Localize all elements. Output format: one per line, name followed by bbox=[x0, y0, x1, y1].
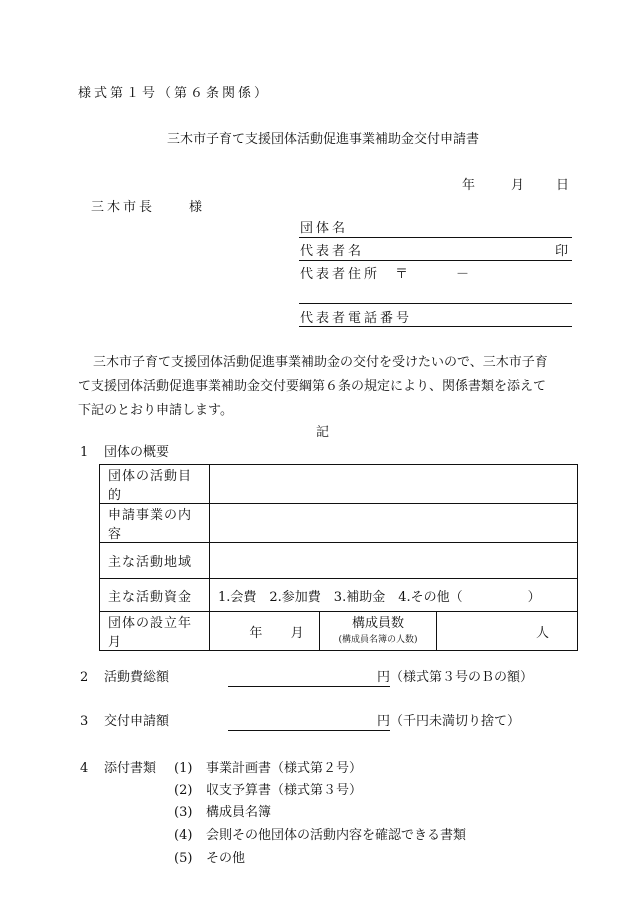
section4-number: 4 bbox=[80, 761, 89, 776]
date-year: 年 bbox=[462, 178, 476, 193]
group-name-label: 団体名 bbox=[300, 221, 349, 236]
section2-number: 2 bbox=[80, 670, 89, 685]
body-line-2: て支援団体活動促進事業補助金交付要綱第６条の規定により、関係書類を添えて bbox=[78, 379, 547, 394]
table-row bbox=[100, 504, 578, 543]
section3-label: 交付申請額 bbox=[104, 714, 170, 729]
phone-label: 代表者電話番号 bbox=[300, 311, 413, 326]
area-field[interactable] bbox=[210, 543, 578, 579]
representative-line bbox=[299, 260, 572, 261]
body-line-1: 三木市子育て支援団体活動促進事業補助金の交付を受けたいので、三木市子育 bbox=[93, 355, 548, 370]
section2-amount-line bbox=[228, 686, 390, 687]
addressee-honorific: 様 bbox=[189, 200, 203, 215]
attachment-num: (5) bbox=[174, 851, 193, 866]
members-field[interactable] bbox=[437, 612, 578, 651]
section1-heading: 団体の概要 bbox=[104, 445, 170, 460]
founded-month: 月 bbox=[290, 625, 304, 641]
attachment-text: 会則その他団体の活動内容を確認できる書類 bbox=[206, 828, 467, 843]
phone-line bbox=[299, 326, 572, 327]
date-month: 月 bbox=[511, 178, 525, 193]
document-title: 三木市子育て支援団体活動促進事業補助金交付申請書 bbox=[167, 132, 480, 147]
area-label: 主な活動地域 bbox=[100, 543, 210, 579]
body-line-3: 下記のとおり申請します。 bbox=[78, 403, 233, 418]
project-field[interactable] bbox=[210, 504, 578, 543]
attachment-num: (1) bbox=[174, 761, 193, 776]
attachment-text: 収支予算書（様式第３号） bbox=[206, 783, 363, 798]
attachment-num: (4) bbox=[174, 828, 193, 843]
founded-label: 団体の設立年月 bbox=[100, 612, 210, 651]
members-label-cell bbox=[320, 612, 437, 651]
section1-number: 1 bbox=[80, 445, 89, 460]
members-note: (構成員名簿の人数) bbox=[338, 634, 418, 645]
table-row bbox=[100, 465, 578, 504]
attachment-text: 事業計画書（様式第２号） bbox=[206, 761, 363, 776]
table-row bbox=[100, 612, 578, 651]
members-label: 構成員数 bbox=[351, 616, 404, 632]
section4-label: 添付書類 bbox=[104, 761, 157, 776]
purpose-field[interactable] bbox=[210, 465, 578, 504]
seal-mark: 印 bbox=[555, 244, 569, 259]
funds-options[interactable]: 1.会費 2.参加費 3.補助金 4.その他（ ） bbox=[210, 579, 578, 612]
group-name-line bbox=[299, 237, 572, 238]
section3-unit: 円 bbox=[377, 714, 391, 729]
founded-field[interactable] bbox=[210, 612, 320, 651]
section2-unit: 円 bbox=[377, 670, 391, 685]
date-day: 日 bbox=[556, 178, 570, 193]
funds-label: 主な活動資金 bbox=[100, 579, 210, 612]
attachment-text: 構成員名簿 bbox=[206, 805, 272, 820]
section3-amount-line bbox=[228, 730, 390, 731]
address-line bbox=[299, 303, 572, 304]
founded-year: 年 bbox=[249, 625, 263, 641]
purpose-label: 団体の活動目的 bbox=[100, 465, 210, 504]
postal-mark: 〒 bbox=[395, 267, 409, 282]
attachment-num: (3) bbox=[174, 805, 193, 820]
representative-label: 代表者名 bbox=[300, 244, 365, 259]
group-overview-table bbox=[99, 464, 578, 651]
table-row bbox=[100, 579, 578, 612]
postal-dash: － bbox=[456, 267, 470, 282]
project-label: 申請事業の内容 bbox=[100, 504, 210, 543]
attachment-num: (2) bbox=[174, 783, 193, 798]
form-number: 様式第１号（第６条関係） bbox=[78, 86, 271, 101]
members-unit: 人 bbox=[535, 625, 549, 641]
attachment-text: その他 bbox=[206, 851, 246, 866]
table-row bbox=[100, 543, 578, 579]
addressee-name: 三木市長 bbox=[91, 200, 156, 215]
section2-label: 活動費総額 bbox=[104, 670, 170, 685]
ki-mark: 記 bbox=[316, 425, 330, 440]
section2-note: （様式第３号のＢの額） bbox=[390, 670, 534, 685]
section3-number: 3 bbox=[80, 714, 89, 729]
section3-note: （千円未満切り捨て） bbox=[390, 714, 521, 729]
address-label: 代表者住所 bbox=[300, 267, 381, 282]
